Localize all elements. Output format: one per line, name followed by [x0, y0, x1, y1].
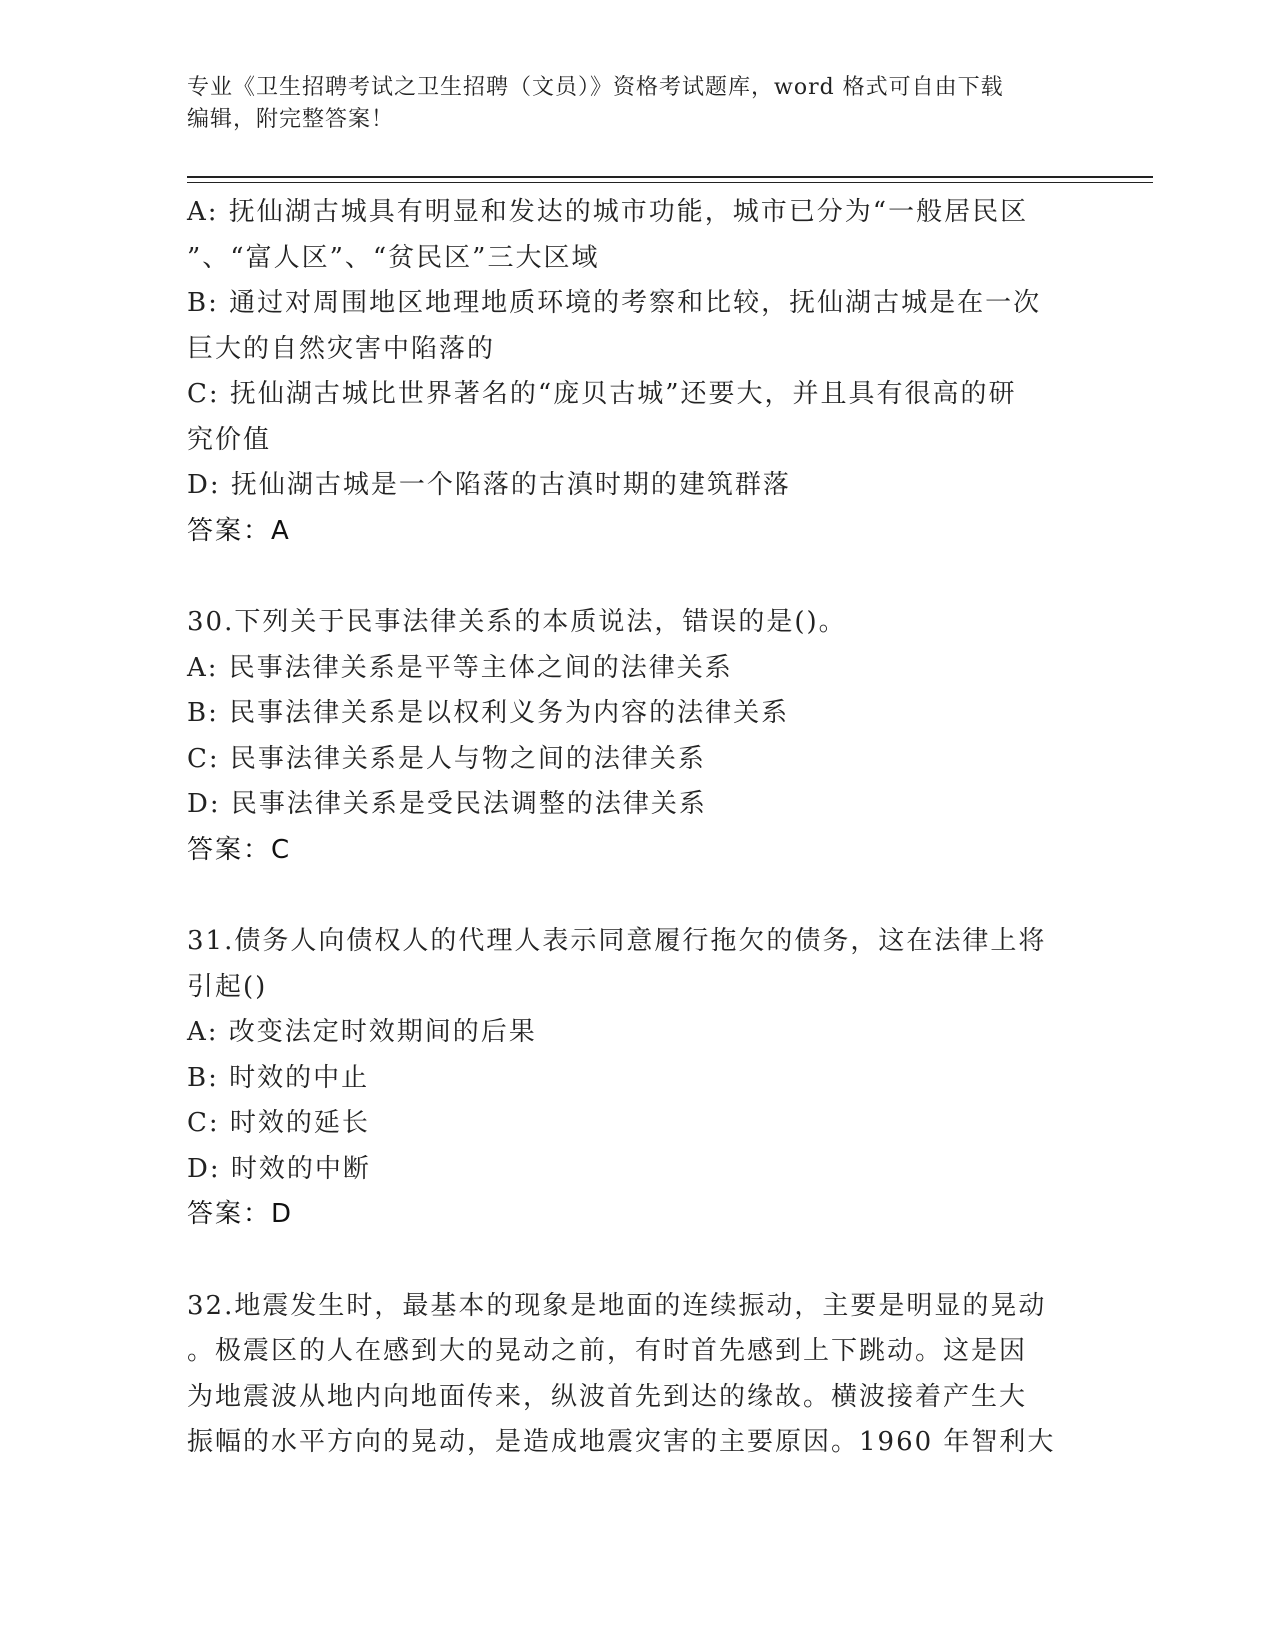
question-text-line-4: 振幅的水平方向的晃动，是造成地震灾害的主要原因。1960 年智利大 [187, 1427, 1056, 1457]
option-b-line-1: B: 通过对周围地区地理地质环境的考察和比较，抚仙湖古城是在一次 [187, 288, 1042, 318]
option-d: D: 民事法律关系是受民法调整的法律关系 [187, 789, 707, 819]
question-text-line-2: 引起() [187, 971, 268, 1002]
question-text-line-3: 为地震波从地内向地面传来，纵波首先到达的缘故。横波接着产生大 [187, 1381, 1028, 1412]
question-32 [187, 1284, 1067, 1466]
option-b-line-2: 巨大的自然灾害中陷落的 [187, 333, 496, 364]
document-body [187, 190, 1067, 1466]
header-line-1: 专业《卫生招聘考试之卫生招聘（文员）》资格考试题库，word 格式可自由下载 [187, 75, 1004, 100]
question-31 [187, 919, 1067, 1238]
option-a: A: 民事法律关系是平等主体之间的法律关系 [187, 652, 733, 683]
header-line-2: 编辑，附完整答案！ [187, 107, 395, 132]
header-divider-thick [187, 176, 1153, 178]
option-c-line-2: 究价值 [187, 424, 272, 455]
question-text-line-1: 32.地震发生时，最基本的现象是地面的连续振动，主要是明显的晃动 [187, 1290, 1047, 1321]
answer: 答案：D [187, 1199, 294, 1229]
option-d: D: 抚仙湖古城是一个陷落的古滇时期的建筑群落 [187, 470, 791, 500]
question-text-line-2: 。极震区的人在感到大的晃动之前，有时首先感到上下跳动。这是因 [187, 1336, 1028, 1366]
document-header [187, 72, 1067, 136]
answer: 答案：C [187, 834, 292, 865]
option-d: D: 时效的中断 [187, 1153, 371, 1184]
option-b: B: 民事法律关系是以权利义务为内容的法律关系 [187, 698, 790, 728]
option-c: C: 时效的延长 [187, 1108, 370, 1138]
option-b: B: 时效的中止 [187, 1062, 370, 1093]
question-text: 30.下列关于民事法律关系的本质说法，错误的是()。 [187, 607, 847, 637]
header-divider-thin [187, 182, 1153, 183]
option-c: C: 民事法律关系是人与物之间的法律关系 [187, 743, 706, 774]
question-text-line-1: 31.债务人向债权人的代理人表示同意履行拖欠的债务，这在法律上将 [187, 926, 1047, 956]
option-a: A: 改变法定时效期间的后果 [187, 1017, 537, 1047]
question-29 [187, 190, 1067, 554]
question-30 [187, 600, 1067, 873]
option-a-line-2: ”、“富人区”、“贫民区”三大区域 [187, 242, 600, 273]
option-a-line-1: A: 抚仙湖古城具有明显和发达的城市功能，城市已分为“一般居民区 [187, 197, 1029, 227]
option-c-line-1: C: 抚仙湖古城比世界著名的“庞贝古城”还要大，并且具有很高的研 [187, 379, 1017, 409]
answer: 答案：A [187, 515, 291, 546]
spacer [187, 873, 1067, 919]
spacer [187, 554, 1067, 600]
spacer [187, 1238, 1067, 1284]
